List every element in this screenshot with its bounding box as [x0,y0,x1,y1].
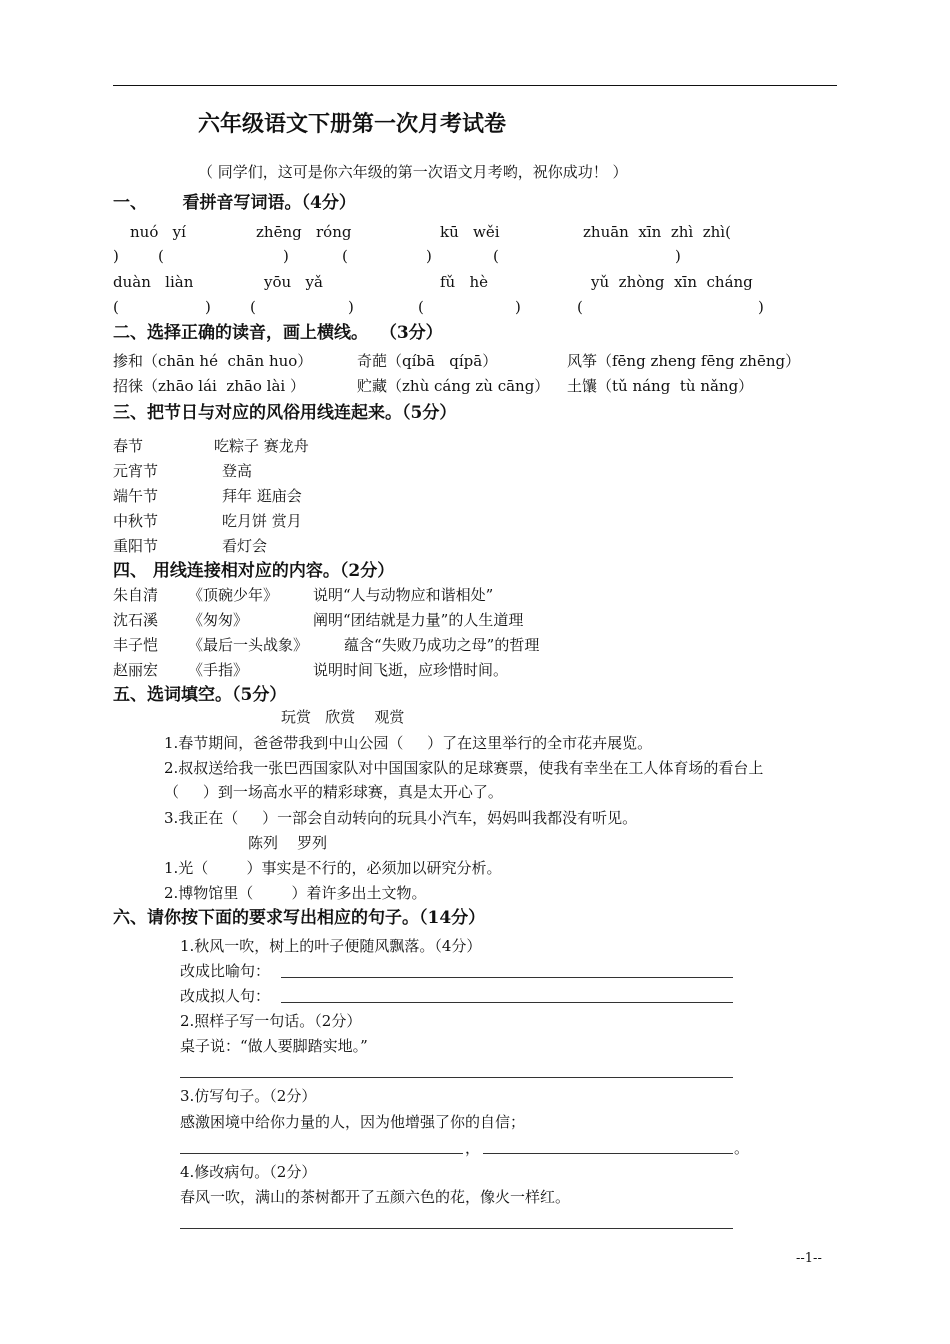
answer-bracket: ) [675,247,681,265]
exam-subtitle: （ 同学们，这可是你六年级的第一次语文月考哟，祝你成功！ ） [198,163,628,181]
section-4-heading: 四、 用线连接相对应的内容。（2分） [113,561,395,581]
pinyin-item: kū wěi [440,223,500,241]
answer-bracket: ) [205,298,211,316]
answer-bracket: ) [113,247,119,265]
answer-bracket: ( [342,247,348,265]
fill-blank-question: 2.博物馆里（ ）着许多出土文物。 [164,884,427,902]
festival-name: 春节 [113,437,144,455]
pinyin-item: zhēng róng [256,223,352,241]
answer-bracket: ( [113,298,119,316]
work-meaning: 蕴含“失败乃成功之母”的哲理 [344,636,540,654]
page-number: --1-- [796,1251,822,1266]
author-name: 丰子恺 [113,636,159,654]
answer-line[interactable] [483,1153,733,1154]
pinyin-item: fǔ hè [440,273,489,291]
top-rule [113,85,837,86]
answer-line[interactable] [281,977,733,978]
work-meaning: 说明“人与动物应和谐相处” [313,586,494,604]
section-3-heading: 三、把节日与对应的风俗用线连起来。（5分） [113,403,457,423]
sentence-question: 2.照样子写一句话。（2分） [180,1012,362,1030]
festival-custom: 拜年 逛庙会 [222,487,302,505]
fill-blank-question: 1.春节期间，爸爸带我到中山公园（ ）了在这里举行的全市花卉展览。 [164,734,653,752]
answer-line[interactable] [180,1077,733,1078]
festival-custom: 吃粽子 赛龙舟 [214,437,309,455]
festival-name: 中秋节 [113,512,159,530]
sentence-question: 4.修改病句。（2分） [180,1163,317,1181]
fill-blank-question: 1.光（ ）事实是不行的，必须加以研究分析。 [164,859,502,877]
example-sentence: 桌子说：“做人要脚踏实地。” [180,1037,368,1055]
sick-sentence: 春风一吹，满山的茶树都开了五颜六色的花，像火一样红。 [180,1188,571,1206]
section-5-heading: 五、选词填空。（5分） [113,685,287,705]
festival-custom: 登高 [222,462,253,480]
answer-bracket: ) [283,247,289,265]
author-name: 沈石溪 [113,611,159,629]
pronunciation-choice: 贮藏（zhù cáng zù cāng） [357,377,550,395]
work-meaning: 阐明“团结就是力量”的人生道理 [313,611,524,629]
pinyin-item: zhuān xīn zhì zhì( [583,223,731,241]
answer-bracket: ) [426,247,432,265]
pinyin-item: duàn liàn [113,273,194,291]
author-name: 朱自清 [113,586,159,604]
festival-name: 元宵节 [113,462,159,480]
pronunciation-choice: 掺和（chān hé chān huo） [113,352,313,370]
festival-name: 重阳节 [113,537,159,555]
answer-bracket: ( [577,298,583,316]
section-2-heading: 二、选择正确的读音，画上横线。 （3分） [113,323,443,343]
word-choices: 玩赏 欣赏 观赏 [281,708,405,726]
comma-mark: ， [465,1139,481,1157]
answer-bracket: ( [158,247,164,265]
author-name: 赵丽宏 [113,661,159,679]
festival-custom: 吃月饼 赏月 [222,512,302,530]
festival-name: 端午节 [113,487,159,505]
personify-label: 改成拟人句： [180,987,271,1005]
work-title: 《匆匆》 [188,611,249,629]
work-title: 《手指》 [188,661,249,679]
fill-blank-question: 3.我正在（ ）一部会自动转向的玩具小汽车，妈妈叫我都没有听见。 [164,809,638,827]
answer-bracket: ) [758,298,764,316]
simile-label: 改成比喻句： [180,962,271,980]
pronunciation-choice: 土馕（tǔ náng tù nǎng） [567,377,754,395]
pronunciation-choice: 风筝（fēng zheng fēng zhēng） [567,352,801,370]
sentence-question: 1.秋风一吹，树上的叶子便随风飘落。（4分） [180,937,482,955]
section-6-heading: 六、请你按下面的要求写出相应的句子。（14分） [113,908,486,928]
answer-bracket: ( [250,298,256,316]
answer-line[interactable] [180,1153,463,1154]
fill-blank-question: （ ）到一场高水平的精彩球赛，真是太开心了。 [164,783,503,801]
word-choices: 陈列 罗列 [248,834,328,852]
work-meaning: 说明时间飞逝，应珍惜时间。 [313,661,509,679]
pinyin-item: yōu yǎ [264,273,323,291]
fill-blank-question: 2.叔叔送给我一张巴西国家队对中国国家队的足球赛票，使我有幸坐在工人体育场的看台上 [164,759,764,777]
answer-line[interactable] [180,1228,733,1229]
work-title: 《顶碗少年》 [188,586,279,604]
pinyin-item: nuó yí [130,223,186,241]
answer-bracket: ( [418,298,424,316]
answer-bracket: ( [493,247,499,265]
section-1-heading: 一、 看拼音写词语。（4分） [113,193,356,213]
answer-bracket: ) [515,298,521,316]
pronunciation-choice: 招徕（zhāo lái zhāo lài ） [113,377,305,395]
period-mark: 。 [734,1139,750,1157]
exam-title: 六年级语文下册第一次月考试卷 [198,111,507,137]
sentence-question: 3.仿写句子。（2分） [180,1087,317,1105]
answer-bracket: ) [348,298,354,316]
pinyin-item: yǔ zhòng xīn cháng [591,273,753,291]
work-title: 《最后一头战象》 [188,636,309,654]
pronunciation-choice: 奇葩（qíbā qípā） [357,352,498,370]
festival-custom: 看灯会 [222,537,268,555]
example-sentence: 感激困境中给你力量的人，因为他增强了你的自信； [180,1113,526,1131]
answer-line[interactable] [281,1002,733,1003]
